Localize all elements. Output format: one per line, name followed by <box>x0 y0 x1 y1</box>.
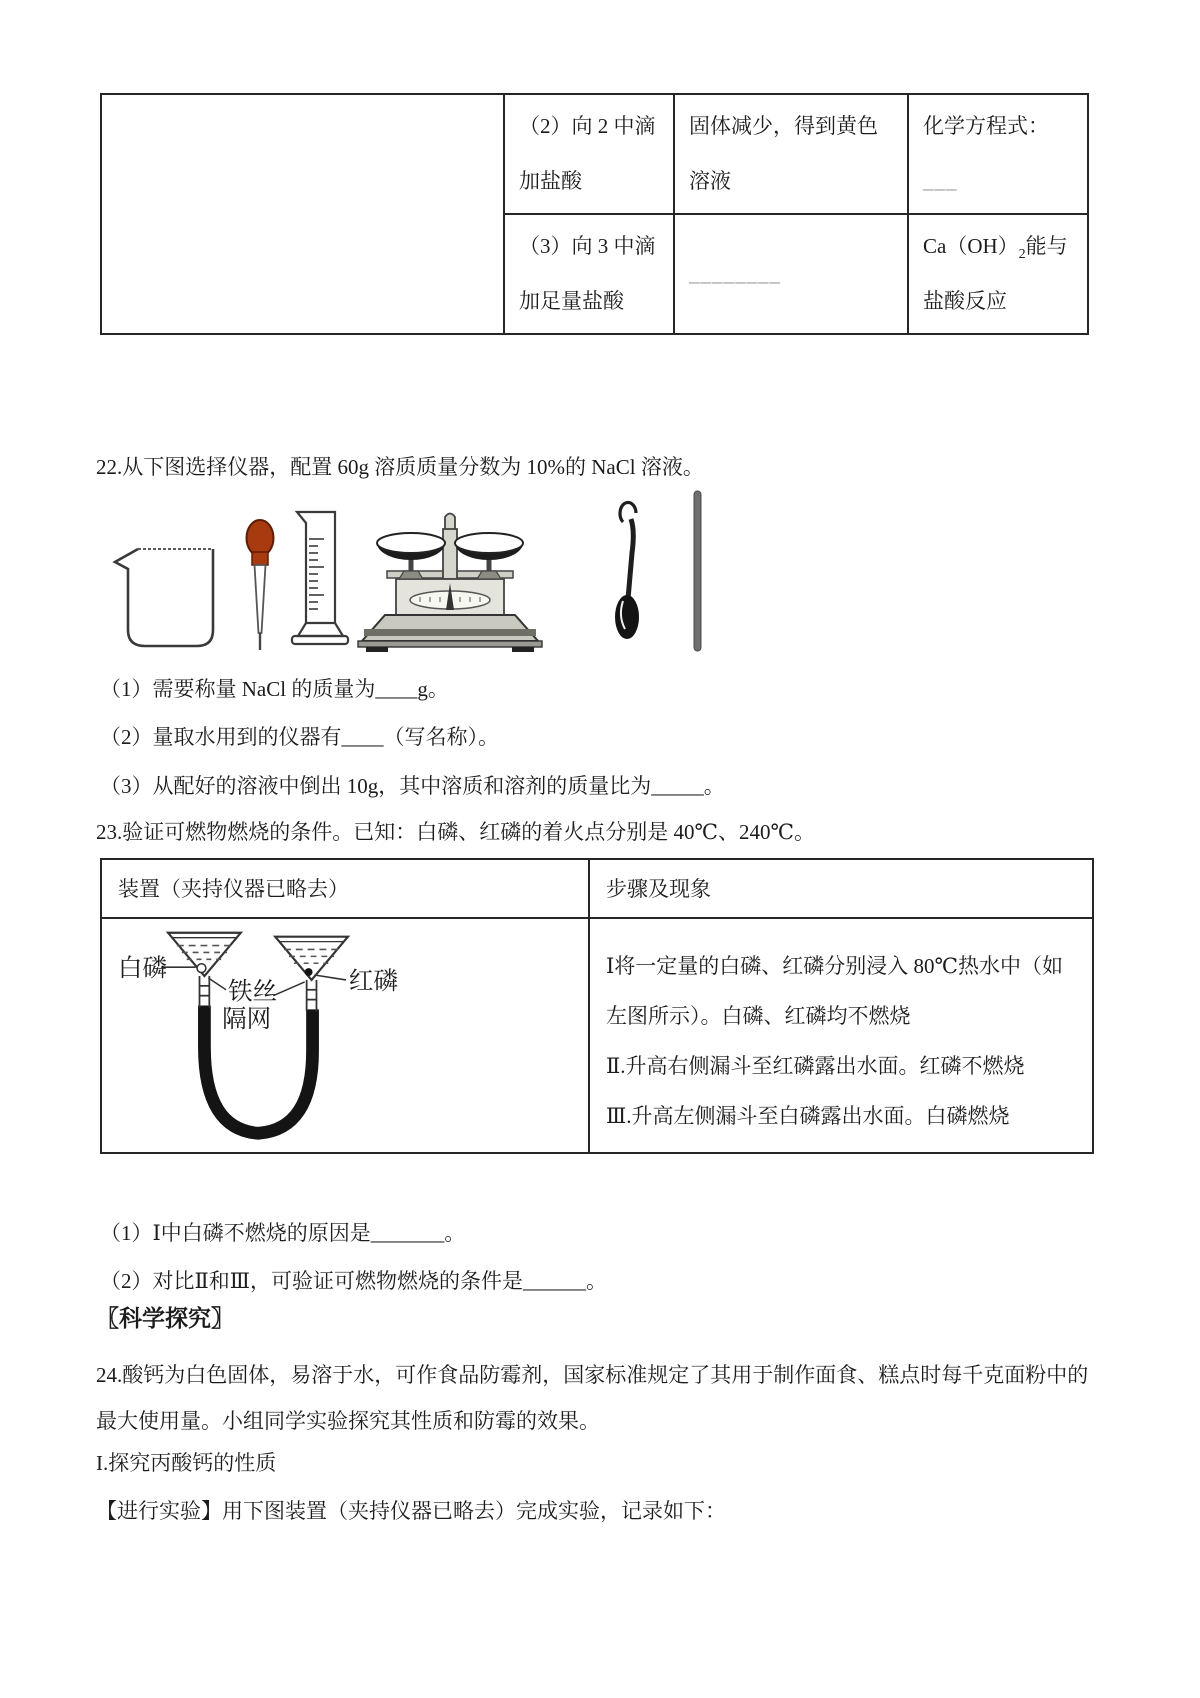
q23-header-steps-text: 步骤及现象 <box>606 876 711 901</box>
q23-header-steps <box>589 859 1093 918</box>
table-row <box>101 94 1088 214</box>
label-iron-wire: 铁丝 <box>228 978 278 1006</box>
q23-table <box>100 858 1094 1154</box>
right-funnel-stem <box>307 980 317 1011</box>
glass-rod-icon <box>694 491 701 651</box>
conclusion-2-label: 化学方程式： <box>923 114 1049 138</box>
left-funnel-stem <box>200 976 210 1007</box>
table-cell-step-3 <box>504 214 674 334</box>
q22-stem: 22.从下图选择仪器，配置 60g 溶质质量分数为 10%的 NaCl 溶液。 <box>96 455 704 479</box>
red-phosphorus-pointer <box>315 975 346 980</box>
q23-sub1: （1）Ⅰ中白磷不燃烧的原因是_______。 <box>100 1221 466 1245</box>
q23-step-3: Ⅲ.升高左侧漏斗至白磷露出水面。白磷燃烧 <box>606 1104 1010 1128</box>
phenomenon-2-text: 固体减少，得到黄色溶液 <box>689 114 878 193</box>
continuation-table <box>100 93 1089 335</box>
q22-sub1: （1）需要称量 NaCl 的质量为____g。 <box>100 677 449 701</box>
conclusion-2-blank: ___ <box>923 169 958 193</box>
apparatus-diagram <box>102 919 586 1150</box>
right-funnel <box>275 937 348 980</box>
spoon-icon <box>615 502 639 639</box>
section-heading: 〖科学探究〗 <box>96 1306 234 1331</box>
table-cell-conclusion-3 <box>908 214 1088 334</box>
table-cell-step-2 <box>504 94 674 214</box>
q22-sub3: （3）从配好的溶液中倒出 10g，其中溶质和溶剂的质量比为_____。 <box>100 774 725 798</box>
q24-part-label: I.探究丙酸钙的性质 <box>96 1451 277 1475</box>
q23-header-apparatus-text: 装置（夹持仪器已略去） <box>118 876 349 901</box>
q23-stem: 23.验证可燃物燃烧的条件。已知：白磷、红磷的着火点分别是 40℃、240℃。 <box>96 820 815 844</box>
table-cell-phenomenon-2 <box>674 94 908 214</box>
conclusion-3-formula: Ca（OH） <box>923 234 1019 258</box>
label-red-phosphorus: 红磷 <box>348 967 399 995</box>
dropper-icon <box>247 520 274 650</box>
step-3-text: （3）向 3 中滴加足量盐酸 <box>519 234 656 313</box>
balance-icon <box>358 514 542 653</box>
conclusion-3-rest: 能与盐酸反应 <box>923 234 1068 313</box>
table-cell-phenomenon-3 <box>674 214 908 334</box>
step-2-text: （2）向 2 中滴加盐酸 <box>519 114 656 193</box>
left-funnel <box>168 933 241 976</box>
phenomenon-3-blank: ________ <box>689 261 781 286</box>
q22-sub2: （2）量取水用到的仪器有____（写名称）。 <box>100 725 499 749</box>
beaker-icon <box>115 549 213 646</box>
table-row <box>101 859 1093 918</box>
red-phosphorus-dot <box>305 968 313 976</box>
white-phosphorus-dot <box>197 964 206 973</box>
q23-step-1: Ⅰ将一定量的白磷、红磷分别浸入 80℃热水中（如左图所示）。白磷、红磷均不燃烧 <box>606 954 1064 1028</box>
lab-equipment-figure <box>100 483 710 658</box>
graduated-cylinder-icon <box>292 512 348 644</box>
q23-steps-cell <box>589 918 1093 1153</box>
label-white-phosphorus: 白磷 <box>117 955 168 983</box>
table-cell-empty <box>101 94 504 334</box>
table-row <box>101 918 1093 1153</box>
q23-step-2: Ⅱ.升高右侧漏斗至红磷露出水面。红磷不燃烧 <box>606 1054 1025 1078</box>
q23-apparatus-cell <box>101 918 589 1153</box>
table-cell-conclusion-2 <box>908 94 1088 214</box>
q24-stem: 24.酸钙为白色固体，易溶于水，可作食品防霉剂，国家标准规定了其用于制作面食、糕点时每千克面粉中的最大使用量。小组同学实验探究其性质和防霉的效果。 <box>96 1363 1089 1433</box>
q24-experiment-line: 【进行实验】用下图装置（夹持仪器已略去）完成实验，记录如下： <box>96 1499 726 1523</box>
conclusion-3-subscript: 2 <box>1018 247 1026 263</box>
q23-header-apparatus <box>101 859 589 918</box>
q23-sub2: （2）对比Ⅱ和Ⅲ，可验证可燃物燃烧的条件是______。 <box>100 1269 608 1293</box>
label-mesh: 隔网 <box>222 1006 272 1034</box>
